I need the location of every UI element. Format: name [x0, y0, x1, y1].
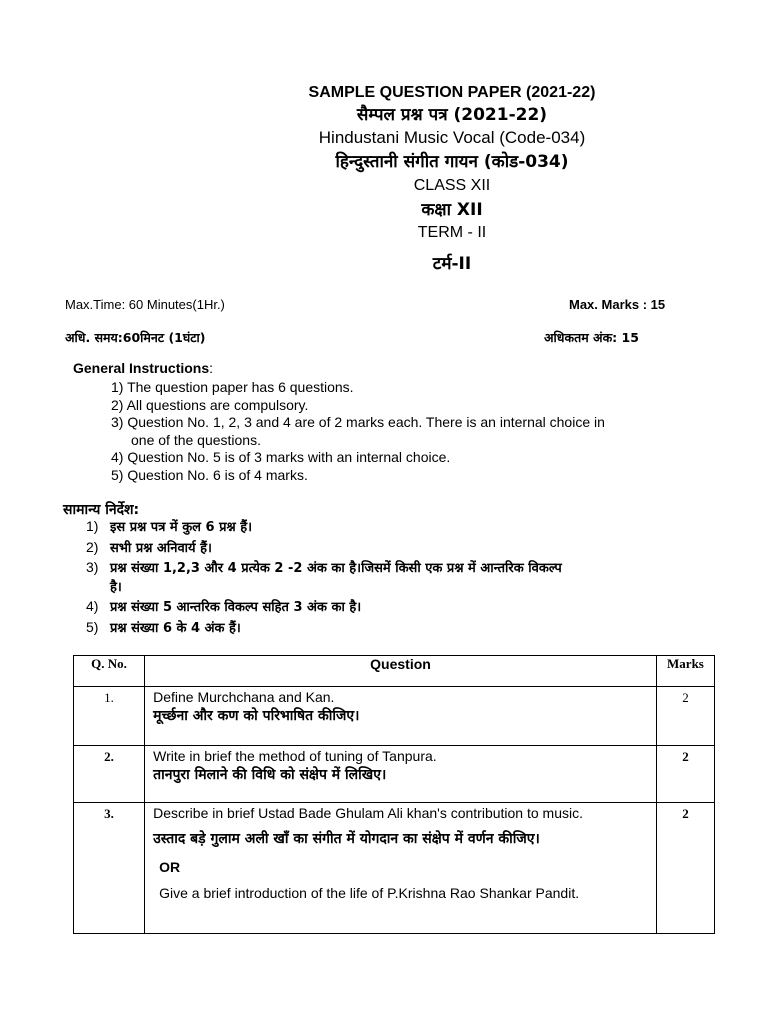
- question-en: Define Murchchana and Kan.: [153, 689, 335, 705]
- instruction-item-continuation: [111, 432, 671, 450]
- or-separator: OR: [159, 859, 181, 875]
- term-hi: टर्म-II: [432, 254, 472, 274]
- header-qno: Q. No.: [74, 656, 145, 687]
- table-row: [74, 687, 715, 746]
- question-marks: 2: [656, 746, 714, 803]
- item-text: प्रश्न संख्या 1,2,3 और 4 प्रत्येक 2 -2 अंक का है।जिसमें किसी एक प्रश्न में आन्तरिक विकल्प: [110, 561, 562, 576]
- item-number: 4): [86, 598, 99, 614]
- max-marks-hi: अधिकतम अंक: 15: [544, 330, 639, 345]
- instruction-item: 2) All questions are compulsory.: [111, 396, 309, 413]
- subject-en: Hindustani Music Vocal (Code-034): [318, 128, 586, 147]
- item-number: 1): [86, 518, 99, 534]
- paper-header: [222, 82, 682, 278]
- question-hi: तानपुरा मिलाने की विधि को संक्षेप में लिखिए।: [153, 767, 387, 783]
- item-number: 3): [86, 559, 99, 575]
- hindi-instruction-item: [86, 558, 686, 597]
- general-instructions-title-text: General Instructions: [73, 360, 210, 376]
- hindi-instruction-item: [86, 597, 686, 618]
- item-text: सभी प्रश्न अनिवार्य हैं।: [110, 540, 212, 556]
- general-instructions-title: General Instructions:: [73, 360, 214, 376]
- question-cell: [145, 687, 657, 746]
- instruction-item: 1) The question paper has 6 questions.: [111, 379, 354, 395]
- header-marks: Marks: [656, 656, 714, 687]
- table-row: [74, 803, 715, 934]
- hindi-instruction-item: [86, 618, 686, 639]
- title-en: [222, 82, 682, 104]
- hindi-instructions-list: [86, 517, 686, 638]
- question-number: 1.: [74, 687, 145, 746]
- hindi-instruction-item: [86, 538, 686, 559]
- question-number: 3.: [74, 803, 145, 934]
- question-hi: मूर्च्छना और कण को परिभाषित कीजिए।: [153, 708, 360, 724]
- max-marks-en: Max. Marks : 15: [569, 297, 666, 312]
- title-en-text: SAMPLE QUESTION PAPER (2021-22): [308, 84, 596, 101]
- question-hi: उस्ताद बड़े गुलाम अली खाँ का संगीत में योगदान का संक्षेप में वर्णन कीजिए।: [153, 831, 540, 847]
- subject-hi: हिन्दुस्तानी संगीत गायन (कोड-034): [335, 152, 569, 172]
- question-en: Write in brief the method of tuning of Tanpura.: [153, 748, 437, 764]
- item-number: 2): [86, 538, 99, 555]
- item-number: 5): [86, 618, 99, 635]
- class-hi: कक्षा XII: [421, 200, 483, 220]
- term-en: TERM - II: [417, 224, 487, 241]
- item-text: इस प्रश्न पत्र में कुल 6 प्रश्न हैं।: [110, 520, 253, 535]
- general-instructions-list: [111, 379, 671, 484]
- question-cell: [145, 803, 657, 934]
- max-time-hi: अधि. समय:60मिनट (1घंटा): [65, 330, 206, 345]
- question-number: 2.: [74, 746, 145, 803]
- question-en: Describe in brief Ustad Bade Ghulam Ali khan's contribution to music.: [153, 805, 583, 821]
- instruction-item: 3) Question No. 1, 2, 3 and 4 are of 2 marks each. There is an internal choice in: [111, 414, 605, 430]
- class-en: CLASS XII: [413, 177, 491, 194]
- question-cell: [145, 746, 657, 803]
- table-row: [74, 746, 715, 803]
- question-marks: 2: [656, 687, 714, 746]
- max-time-en: Max.Time: 60 Minutes(1Hr.): [65, 297, 225, 312]
- instruction-continuation-text: one of the questions.: [131, 431, 261, 448]
- question-marks: 2: [656, 803, 714, 934]
- question-alternative: Give a brief introduction of the life of P.Krishna Rao Shankar Pandit.: [159, 885, 580, 901]
- item-continuation: है।: [110, 579, 122, 595]
- item-text: प्रश्न संख्या 5 आन्तरिक विकल्प सहित 3 अंक का है।: [110, 600, 362, 615]
- instruction-item: 5) Question No. 6 is of 4 marks.: [111, 466, 308, 483]
- item-text: प्रश्न संख्या 6 के 4 अंक हैं।: [110, 620, 241, 636]
- table-header-row: [74, 656, 715, 687]
- instruction-item: 4) Question No. 5 is of 3 marks with an internal choice.: [111, 449, 451, 465]
- hindi-instructions-title: सामान्य निर्देश:: [63, 502, 140, 518]
- title-hi: सैम्पल प्रश्न पत्र (2021-22): [356, 105, 548, 125]
- questions-table: [73, 655, 715, 934]
- hindi-instruction-item: [86, 517, 686, 538]
- header-question: Question: [145, 656, 657, 687]
